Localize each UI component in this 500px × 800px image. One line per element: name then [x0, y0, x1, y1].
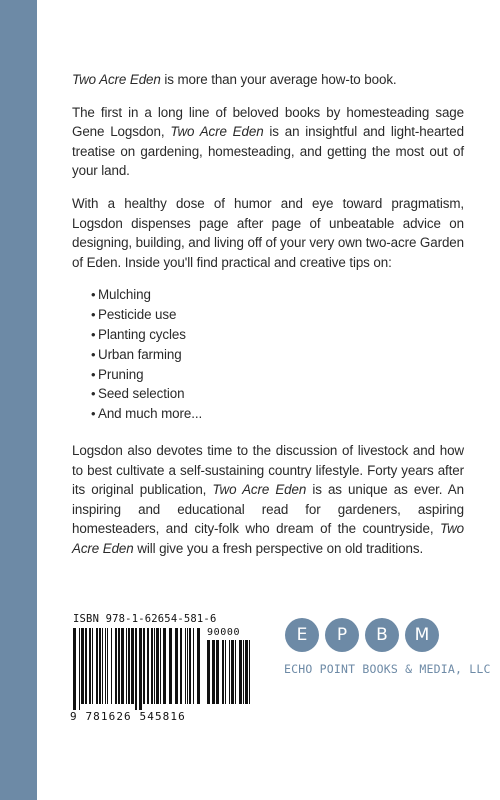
list-item: • Seed selection	[72, 384, 464, 404]
paragraph-3: With a healthy dose of humor and eye toward pragmatism, Logsdon dispenses page after page of unbeatable advice on designing, building, and living off of your very own two-acre Garden of Eden. Inside you'll find practical and creative tips on:	[72, 195, 464, 270]
isbn-label: ISBN 978-1-62654-581-6	[73, 613, 217, 625]
logo-letter-b: B	[365, 618, 399, 652]
logo-letter-e: E	[285, 618, 319, 652]
book-title: Two Acre Eden	[72, 72, 161, 87]
logo-circles	[285, 618, 456, 652]
book-title: Two Acre Eden	[72, 521, 464, 556]
publisher-name: ECHO POINT BOOKS & MEDIA, LLC	[284, 662, 491, 676]
logo-letter-p: P	[325, 618, 359, 652]
price-code: 90000	[207, 627, 241, 638]
price-barcode-bars	[207, 640, 253, 710]
list-item: • Pesticide use	[72, 305, 464, 325]
paragraph-4: Logsdon also devotes time to the discussion of livestock and how to best cultivate a self-sustaining country lifestyle. Forty years after its original publication, Two Acre Eden is as unique as ever. An inspiring and educational read for gardeners, aspiring homesteaders, and city-folk who dream of the countryside, Two Acre Eden will give you a fresh perspective on old traditions.	[72, 442, 464, 556]
book-title: Two Acre Eden	[170, 124, 264, 140]
list-item: • Planting cycles	[72, 325, 464, 345]
ean-barcode-bars	[73, 628, 201, 710]
ean-digits: 9 781626 545816	[70, 710, 186, 723]
list-item: • Urban farming	[72, 345, 464, 365]
book-title: Two Acre Eden	[212, 482, 307, 498]
publisher-logo	[284, 618, 491, 676]
paragraph-2: The first in a long line of beloved books by homesteading sage Gene Logsdon, Two Acre Eden is an insightful and light-hearted treatise on gardening, homesteading, and getting the most out of your land.	[72, 104, 464, 179]
barcode	[70, 614, 256, 724]
list-item: • And much more...	[72, 404, 464, 424]
list-item: • Mulching	[72, 285, 464, 305]
back-cover-text	[72, 70, 464, 571]
logo-letter-m: M	[405, 618, 439, 652]
tips-list	[72, 285, 464, 424]
intro-paragraph: Two Acre Eden is more than your average how-to book.	[72, 72, 397, 87]
spine-stripe	[0, 0, 37, 800]
list-item: • Pruning	[72, 365, 464, 385]
